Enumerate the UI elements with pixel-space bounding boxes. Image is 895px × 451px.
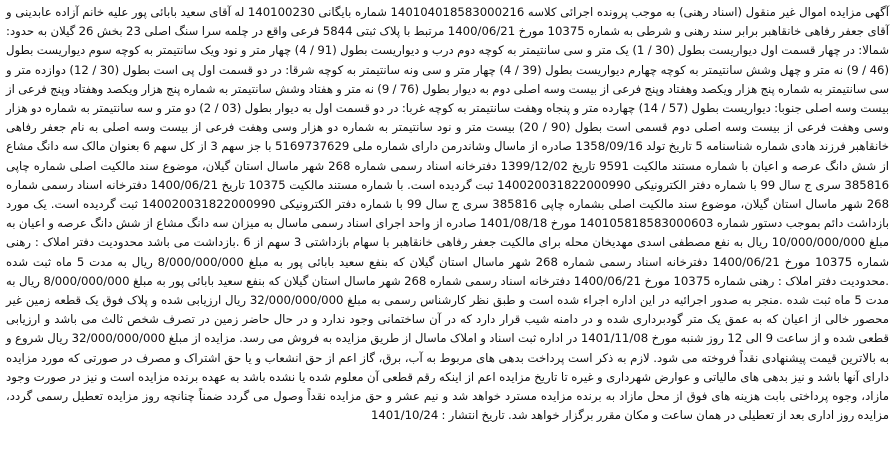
auction-notice-text: آگهی مزایده اموال غیر منقول (اسناد رهنی) به موجب پرونده اجرائی کلاسه 140104018583000216 شماره بایگانی 140100230 له آقای سعید بابائی پور علیه خانم آزاده عابدینی و آقای جعفر رفاهی خانقاهبر برابر سند رهنی و شرطی به شماره 10375 مورخ 1400/06/21 مرتبط با پلاک ثبتی 5844 فرعی واقع در چلمه سرا سنگ اصلی 23 بخش 26 گیلان به حدود: شمالا: در چهار قسمت اول دیواریست بطول (30 / 1) یک متر و سی سانتیمتر به کوچه دوم درب و دیواریست بطول (91 / 4) چهار متر و نود ویک سانتیمتر به کوچه سوم دیواریست بطول (46 / 9) نه متر و چهل وشش سانتیمتر به کوچه چهارم دیواریست بطول (39 / 4) چهار متر و سی ونه سانتیمتر به کوچه شرقا: در دو قسمت اول پی است بطول (30 / 12) دوازده متر و سی سانتیمتر به شماره پنج هزار ویکصد وهفتاد وپنج فرعی از بیست وسه اصلی دوم به دیوار بطول (76 / 9) نه متر و هفتاد وشش سانتیمتر به شماره پنج هزار ویکصد وهفتاد وپنج فرعی از بیست وسه اصلی جنوبا: دیواریست بطول (57 / 14) چهارده متر و پنجاه وهفت سانتیمتر به کوچه غربا: در دو قسمت اول به دیوار بطول (03 / 2) دو متر و سه سانتیمتر به شماره دو هزار وسی وهفت فرعی از بیست وسه اصلی دوم قسمی است بطول (90 / 20) بیست متر و نود سانتیمتر به شماره دو هزار وسی وهفت فرعی از بیست وسه اصلی به نام جعفر رفاهی خانقاهبر فرزند هادی شماره شناسنامه 5 تاریخ تولد 1358/09/16 صادره از ماسال وشاندرمن دارای شماره ملی 5169737629 با جز سهم 3 از کل سهم 6 بعنوان مالک سه دانگ مشاع از شش دانگ عرصه و اعیان با شماره مستند مالکیت 9591 تاریخ 1399/12/02 دفترخانه اسناد رسمی شماره 268 شهر ماسال استان گیلان، موضوع سند مالکیت اصلی شماره چاپی 385816 سری ج سال 99 با شماره دفتر الکترونیکی 140020031822000990 ثبت گردیده است. با شماره مستند مالکیت 10375 تاریخ 1400/06/21 دفترخانه اسناد رسمی شماره 268 شهر ماسال استان گیلان، موضوع سند مالکیت اصلی بشماره چاپی 385816 سری ج سال 99 با شماره دفتر الکترونیکی 140020031822000990 ثبت گردیده است. یک مورد بازداشت دائم بموجب دستور شماره 140105818583000603 مورخ 1401/08/18 صادره از واحد اجرای اسناد رسمی ماسال به میزان سه دانگ مشاع از شش دانگ عرصه و اعیان به مبلغ 10/000/000/000 ریال به نفع مصطفی اسدی مهدیخان محله برای مالکیت جعفر رفاهی خانقاهبر با سهام بازداشتی 3 سهم از 6 .بازداشت می باشد محدودیت دفتر املاک : رهنی شماره 10375 مورخ 1400/06/21 دفترخانه اسناد رسمی شماره 268 شهر ماسال استان گیلان که بنفع سعید بابائی پور به مبلغ 8/000/000/000 ریال به مدت 5 ماه ثبت شده .محدودیت دفتر املاک : رهنی شماره 10375 مورخ 1400/06/21 دفترخانه اسناد رسمی شماره 268 شهر ماسال استان گیلان که بنفع سعید بابائی پور به مبلغ 8/000/000/000 ریال به مدت 5 ماه ثبت شده .منجر به صدور اجرائیه در این اداره اجراء شده است و طبق نظر کارشناس رسمی به مبلغ 32/000/000/000 ریال ارزیابی شده و پلاک فوق یک قطعه زمین غیر محصور خالی از اعیان که به عمق یک متر گودبرداری شده و در دامنه شیب قرار دارد که در آن ساختمانی وجود ندارد و در حال حاضر زمین در تصرف شخص ثالث می باشد و ارزیابی قطعی شده و از ساعت 9 الی 12 روز شنبه مورخ 1401/11/08 در اداره ثبت اسناد و املاک ماسال از طریق مزایده به فروش می رسد. مزایده از مبلغ 32/000/000/000 ریال شروع و به بالاترین قیمت پیشنهادی نقداً فروخته می شود. لازم به ذکر است پرداخت بدهی های مربوط به آب، برق، گاز اعم از حق انشعاب و یا حق اشتراک و مصرف در صورتی که مورد مزایده دارای آنها باشد و نیز بدهی های مالیاتی و عوارض شهرداری و غیره تا تاریخ مزایده اعم از اینکه رقم قطعی آن معلوم شده یا نشده باشد به عهده برنده مزایده است و نیز در صورت وجود مازاد، وجوه پرداختی بابت هزینه های فوق از محل مازاد به برنده مزایده مسترد خواهد شد و نیم عشر و حق مزایده نقداً وصول می گردد ضمناً چنانچه روز مزایده تعطیل رسمی گردد، مزایده روز اداری بعد از تعطیلی در همان ساعت و مکان مقرر برگزار خواهد شد. تاریخ انتشار : 1401/10/24 <box>6 5 890 423</box>
